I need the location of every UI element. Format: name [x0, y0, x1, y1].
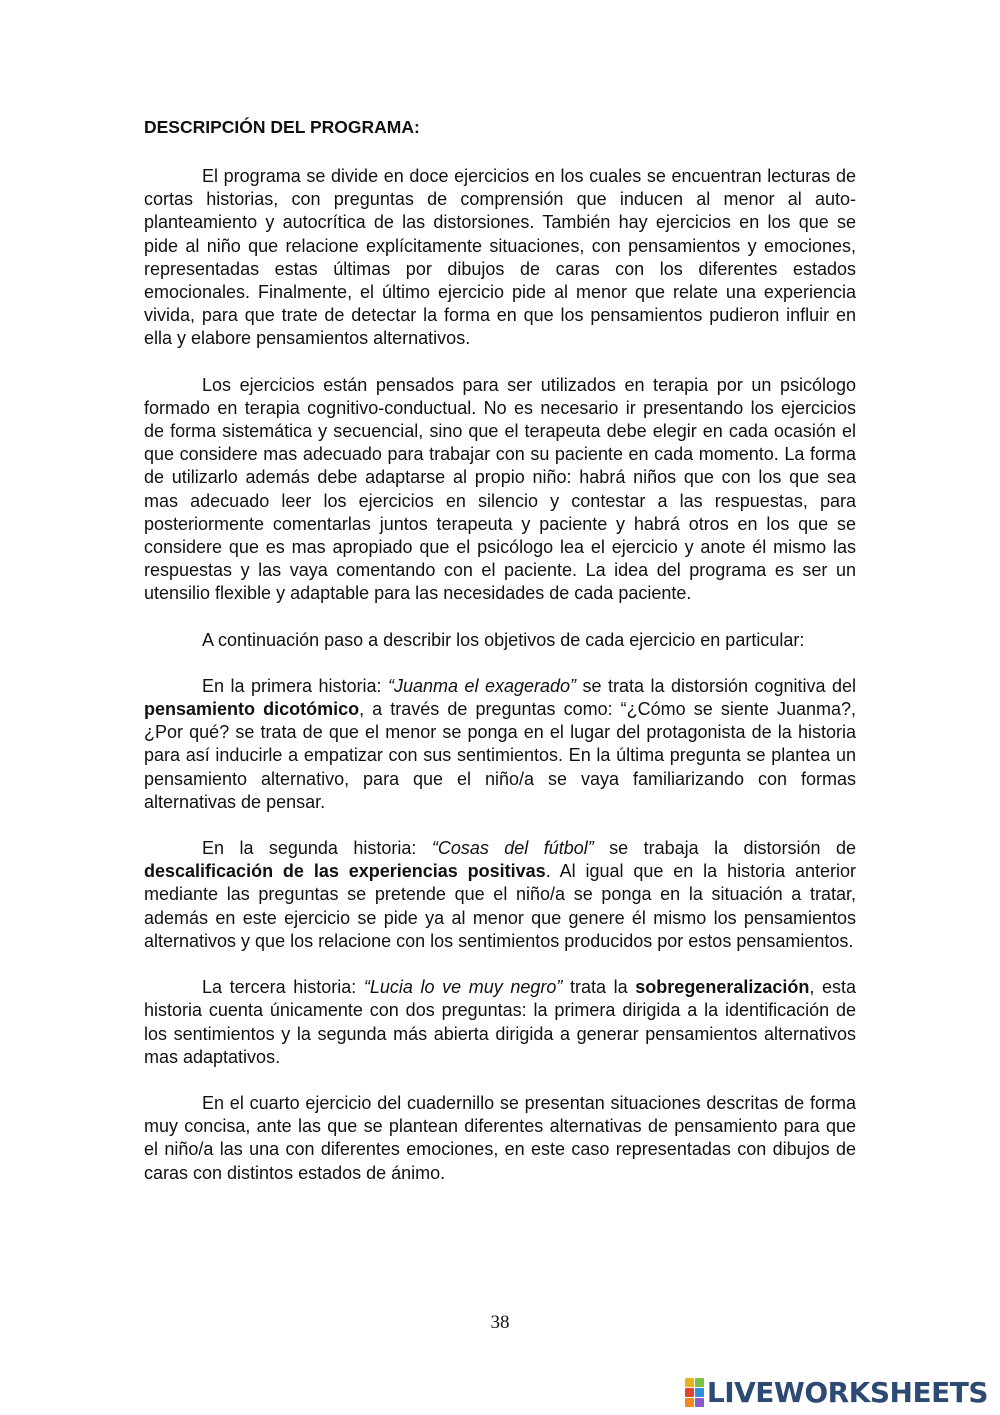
paragraph-text: Los ejercicios están pensados para ser utilizados en terapia por un psicólogo formado en terapia cognitivo-conductual. No es necesario ir presentando los ejercicios de forma sistemática y secuencial, sino que el terapeuta debe elegir en cada ocasión el que considere mas adecuado para trabajar con su paciente en cada momento. La forma de utilizarlo además debe adaptarse al propio niño: habrá niños que con los que sea mas adecuado leer los ejercicios en silencio y contestar a las respuestas, para posteriormente comentarlas juntos terapeuta y paciente y habrá otros en los que se considere que es mas apropiado que el psicólogo lea el ejercicio y anote él mismo las respuestas y las vaya comentando con el paciente. La idea del programa es ser un utensilio flexible y adaptable para las necesidades de cada paciente. [144, 374, 856, 604]
section-heading: DESCRIPCIÓN DEL PROGRAMA: [144, 117, 420, 137]
mark-square [685, 1378, 694, 1387]
bold-term: sobregeneralización [635, 977, 810, 998]
mark-square [695, 1378, 704, 1387]
paragraph-text: , esta historia cuenta únicamente con dos preguntas: la primera dirigida a la identificación de los sentimientos y la segunda más abierta dirigida a generar pensamientos alternativos mas adaptativos. [144, 977, 856, 1067]
paragraph-text: se trabaja la distorsión de [593, 838, 856, 859]
liveworksheets-logo[interactable] [685, 1375, 988, 1409]
paragraph [144, 675, 856, 814]
bold-term: descalificación de las experiencias positivas [144, 861, 546, 882]
paragraph-list [144, 165, 856, 1185]
bold-term: pensamiento dicotómico [144, 699, 360, 720]
mark-square [695, 1398, 704, 1407]
paragraph-text: El programa se divide en doce ejercicios en los cuales se encuentran lecturas de cortas historias, con preguntas de comprensión que inducen al menor al auto-planteamiento y autocrítica de las distorsiones. También hay ejercicios en los que se pide al niño que relacione explícitamente situaciones, con pensamientos y emociones, representadas estas últimas por dibujos de caras con los diferentes estados emocionales. Finalmente, el último ejercicio pide al menor que relate una experiencia vivida, para que trate de detectar la forma en que los pensamientos pudieron influir en ella y elabore pensamientos alternativos. [144, 166, 856, 349]
paragraph-text: La tercera historia: [202, 977, 364, 998]
paragraph [144, 374, 856, 606]
paragraph-text: , a través de preguntas como: “¿Cómo se siente Juanma?, ¿Por qué? se trata de que el menor se ponga en el lugar del protagonista de la historia para así inducirle a empatizar con sus sentimientos. En la última pregunta se plantea un pensamiento alternativo, para que el niño/a se vaya familiarizando con formas alternativas de pensar. [144, 699, 857, 812]
paragraph-text: trata la [562, 977, 636, 998]
paragraph-text: En el cuarto ejercicio del cuadernillo se presentan situaciones descritas de forma muy concisa, ante las que se plantean diferentes alternativas de pensamiento para que el niño/a las una con diferentes emociones, en este caso representadas con dibujos de caras con distintos estados de ánimo. [144, 1092, 856, 1183]
liveworksheets-mark-icon [685, 1378, 704, 1407]
paragraph [144, 1092, 856, 1185]
mark-square [695, 1388, 704, 1397]
document-page [144, 116, 856, 1208]
mark-square [685, 1388, 694, 1397]
paragraph [144, 165, 856, 351]
liveworksheets-wordmark: LIVEWORKSHEETS [706, 1375, 988, 1409]
paragraph-text: se trata la distorsión cognitiva del [576, 675, 857, 696]
page-number: 38 [490, 1312, 510, 1333]
paragraph-text: En la primera historia: [202, 675, 388, 696]
paragraph [144, 976, 856, 1069]
paragraph-text: . Al igual que en la historia anterior mediante las preguntas se pretende que el niño/a se ponga en la situación a tratar, además en este ejercicio se pide ya al menor que genere él mismo los pensamientos alternativos y que los relacione con los sentimientos producidos por estos pensamientos. [144, 861, 856, 951]
story-title: “Lucia lo ve muy negro” [363, 977, 563, 998]
mark-square [685, 1398, 694, 1407]
paragraph [144, 837, 856, 953]
story-title: “Juanma el exagerado” [387, 675, 577, 696]
paragraph [144, 629, 856, 652]
paragraph-text: A continuación paso a describir los objetivos de cada ejercicio en particular: [202, 629, 805, 650]
story-title: “Cosas del fútbol” [431, 838, 594, 859]
paragraph-text: En la segunda historia: [202, 838, 432, 859]
